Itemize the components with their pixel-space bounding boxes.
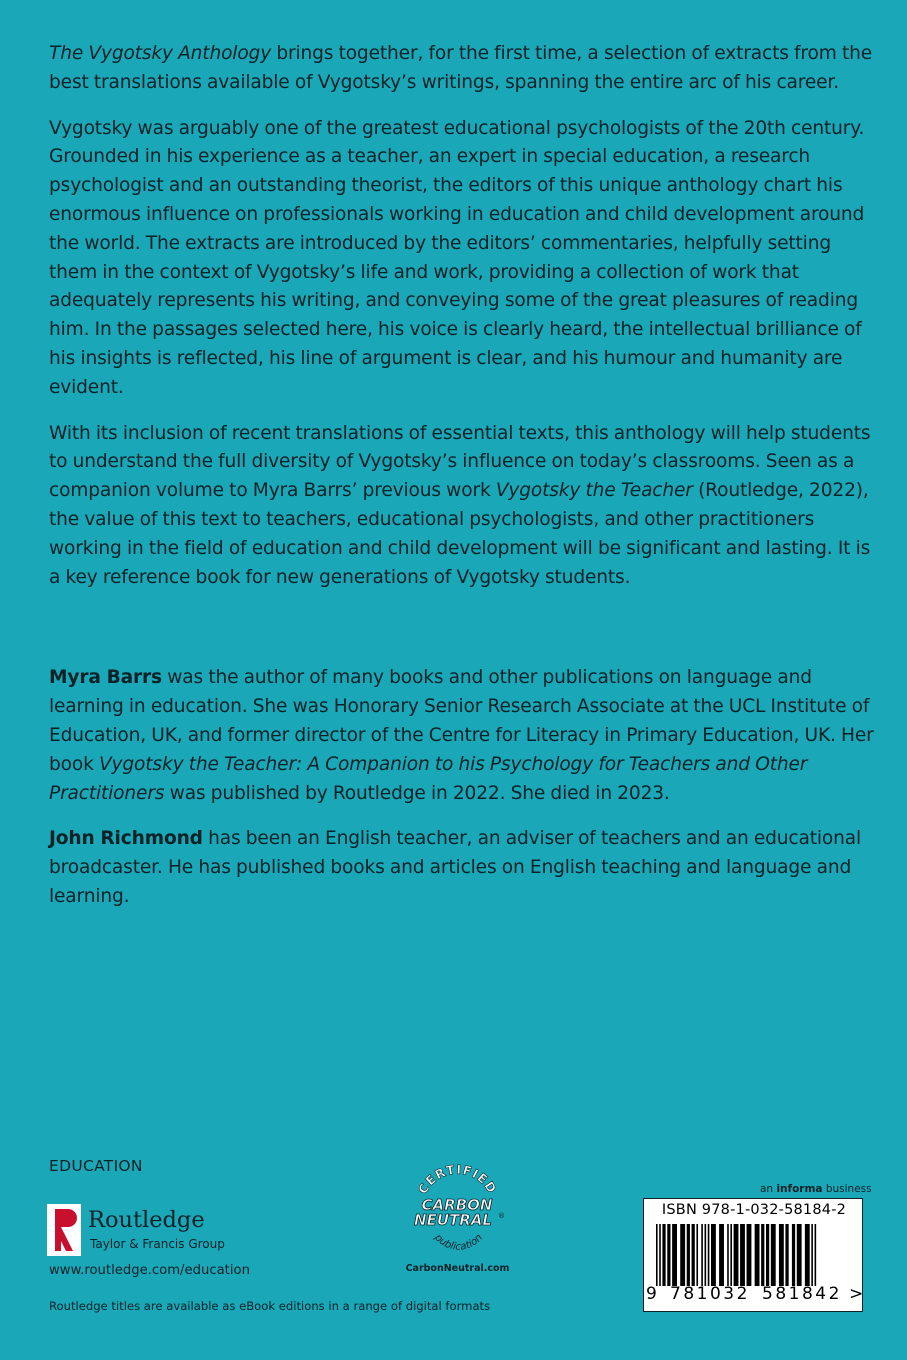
barcode-bar	[761, 1224, 764, 1286]
barcode-bar	[680, 1224, 685, 1286]
registered-mark: ®	[498, 1212, 505, 1220]
routledge-r-icon	[47, 1204, 81, 1256]
carbon-line2: NEUTRAL	[414, 1211, 492, 1229]
isbn-number: ISBN 978-1-032-58184-2	[661, 1202, 847, 1218]
barcode-bar	[727, 1224, 729, 1286]
barcode-bar	[687, 1224, 690, 1286]
carbon-sub-text: publication	[432, 1232, 485, 1253]
carbon-url: CarbonNeutral.com	[405, 1263, 510, 1274]
back-cover-text	[49, 40, 875, 929]
barcode-bar	[805, 1224, 810, 1286]
author-book-title: Vygotsky the Teacher: A Companion to his Psychology for Teachers and Other Practitioners	[49, 753, 808, 804]
barcode-bar	[672, 1224, 677, 1286]
barcode-bar	[662, 1224, 665, 1286]
barcode-arrow: >	[849, 1284, 864, 1304]
barcode-bar	[656, 1224, 658, 1286]
barcode-bars	[656, 1224, 852, 1286]
companion-title: Vygotsky the Teacher	[495, 480, 693, 502]
author-bio-barrs	[49, 664, 875, 808]
isbn-barcode	[643, 1198, 863, 1312]
barcode-bar	[734, 1224, 739, 1286]
author-name: Myra Barrs	[49, 667, 162, 689]
barcode-bar	[815, 1224, 817, 1286]
informa-brand: informa	[776, 1183, 823, 1195]
routledge-logo	[47, 1204, 247, 1258]
informa-prefix: an	[760, 1183, 777, 1195]
barcode-left-digits: 781032	[670, 1284, 750, 1304]
publisher-name: Routledge	[88, 1207, 205, 1233]
barcode-bar	[797, 1224, 802, 1286]
author-name: John Richmond	[49, 828, 203, 850]
barcode-bar	[730, 1224, 732, 1286]
svg-text:publication	[431, 1232, 484, 1253]
barcode-bar	[766, 1224, 769, 1286]
barcode-bar	[696, 1224, 698, 1286]
description-text: (Routledge, 2022), the value of this text to teachers, educational psychologists, and other practitioners working in the field of education and child development will be significant and lasting. It is a key reference book for new generations of Vygotsky students.	[49, 480, 871, 588]
barcode-bar	[705, 1224, 707, 1286]
bio-text: has been an English teacher, an adviser of teachers and an educational broadcaster. He has published books and articles on English teaching and language and learning.	[49, 828, 862, 907]
barcode-bar	[792, 1224, 795, 1286]
publisher-group: Taylor & Francis Group	[90, 1237, 225, 1251]
informa-tagline	[760, 1183, 872, 1195]
spacer	[49, 609, 875, 664]
barcode-bar	[659, 1224, 661, 1286]
informa-suffix: business	[822, 1183, 872, 1195]
barcode-bar	[811, 1224, 813, 1286]
carbon-neutral-icon	[405, 1163, 510, 1261]
bio-text: was published by Routledge in 2022. She died in 2023.	[164, 782, 670, 804]
subject-category: EDUCATION	[49, 1157, 143, 1175]
publisher-vertical-text: ROUTLEDGE	[47, 1223, 53, 1254]
description-paragraph-3	[49, 420, 875, 593]
barcode-bar	[719, 1224, 724, 1286]
barcode-bar	[771, 1224, 776, 1286]
ebook-note: Routledge titles are available as eBook editions in a range of digital formats	[49, 1299, 491, 1313]
description-paragraph-1	[49, 40, 875, 98]
barcode-bar	[667, 1224, 670, 1286]
bio-text: was the author of many books and other publications on language and learning in education. She was Honorary Senior Research Associate at the UCL Institute of Education, UK, and former director of the Centre for Literacy in Primary Education, UK. Her book	[49, 667, 874, 775]
description-paragraph-2: Vygotsky was arguably one of the greatest educational psychologists of the 20th century. Grounded in his experience as a teacher, an expert in special education, a research psychologist and an outstanding theorist, the editors of this unique anthology chart his enormous influence on professionals working in education and child development around the world. The extracts are introduced by the editors’ commentaries, helpfully setting them in the context of Vygotsky’s life and work, providing a collection of work that adequately represents his writing, and conveying some of the great pleasures of reading him. In the passages selected here, his voice is clearly heard, the intellectual brilliance of his insights is reflected, his line of argument is clear, and his humour and humanity are evident.	[49, 117, 865, 398]
barcode-bar	[755, 1224, 760, 1286]
barcode-bar	[711, 1224, 716, 1286]
barcode-bar	[785, 1224, 788, 1286]
svg-text:CERTIFIED	[415, 1163, 500, 1196]
carbon-line1: CARBON	[421, 1196, 493, 1214]
carbon-certified: CERTIFIED	[414, 1163, 501, 1197]
barcode-bar	[740, 1224, 745, 1286]
barcode-first-digit: 9	[646, 1284, 657, 1304]
author-bio-richmond	[49, 825, 875, 911]
barcode-bar	[701, 1224, 703, 1286]
barcode-bar	[747, 1224, 752, 1286]
barcode-bar	[692, 1224, 695, 1286]
description-text: With its inclusion of recent translations of essential texts, this anthology will help students to understand the full diversity of Vygotsky’s influence on today’s classrooms. Seen as a companion volume to Myra Barrs’ previous work	[49, 422, 871, 502]
book-title: The Vygotsky Anthology	[49, 43, 272, 64]
barcode-bar	[779, 1224, 784, 1286]
publisher-url[interactable]: www.routledge.com/education	[49, 1263, 250, 1278]
carbon-neutral-badge	[405, 1163, 510, 1281]
barcode-right-digits: 581842	[762, 1284, 842, 1304]
description-text: brings together, for the first time, a selection of extracts from the best translations available of Vygotsky’s writings, spanning the entire arc of his career.	[49, 43, 873, 93]
barcode-bar	[708, 1224, 710, 1286]
